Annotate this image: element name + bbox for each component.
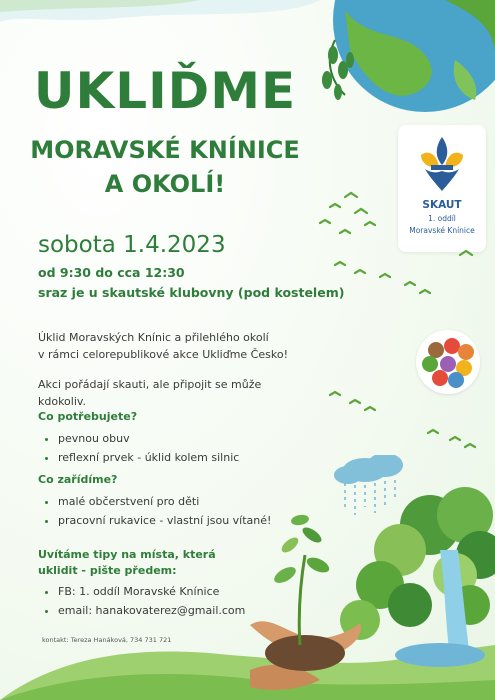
skaut-name: SKAUT	[422, 199, 462, 211]
intro-line2: v rámci celorepublikové akce Ukliďme Česko!	[38, 348, 288, 361]
subtitle-line1: MORAVSKÉ KNÍNICE	[30, 136, 300, 164]
provide-heading: Co zařídíme?	[38, 473, 118, 486]
contact-text: kontakt: Tereza Hanáková, 734 731 721	[42, 636, 172, 644]
nature-illustration	[0, 455, 495, 700]
list-item: • pevnou obuv	[58, 429, 239, 448]
subtitle-line2: A OKOLÍ!	[104, 170, 226, 198]
event-date: sobota 1.4.2023	[38, 232, 226, 258]
tips-heading-line2: uklidit - pište předem:	[38, 564, 177, 577]
top-left-watercolor	[0, 0, 330, 40]
uklidme-cesko-logo	[416, 330, 480, 394]
list-item: • email: hanakovaterez@gmail.com	[58, 601, 245, 620]
intro-line1: Úklid Moravských Knínic a přilehlého okolí	[38, 331, 269, 344]
list-item: • pracovní rukavice - vlastní jsou vítané!	[58, 511, 271, 530]
earth-globe-illustration	[305, 0, 495, 115]
smiley-faces-icon	[416, 330, 480, 394]
list-item: • reflexní prvek - úklid kolem silnic	[58, 448, 239, 467]
list-item: • FB: 1. oddíl Moravské Knínice	[58, 582, 245, 601]
tips-heading-line1: Uvítáme tipy na místa, která	[38, 548, 216, 561]
birds-illustration	[310, 185, 495, 455]
skaut-place: Moravské Knínice	[409, 226, 475, 235]
event-time: od 9:30 do cca 12:30	[38, 265, 185, 280]
meeting-point: sraz je u skautské klubovny (pod kostelem)	[38, 285, 345, 300]
organizers-text: Akci pořádají skauti, ale připojit se může kdokoliv.	[38, 378, 262, 408]
list-item: • malé občerstvení pro děti	[58, 492, 271, 511]
main-title: UKLIĎME	[33, 62, 297, 120]
skaut-unit: 1. oddíl	[428, 214, 456, 223]
needs-heading: Co potřebujete?	[38, 410, 138, 423]
